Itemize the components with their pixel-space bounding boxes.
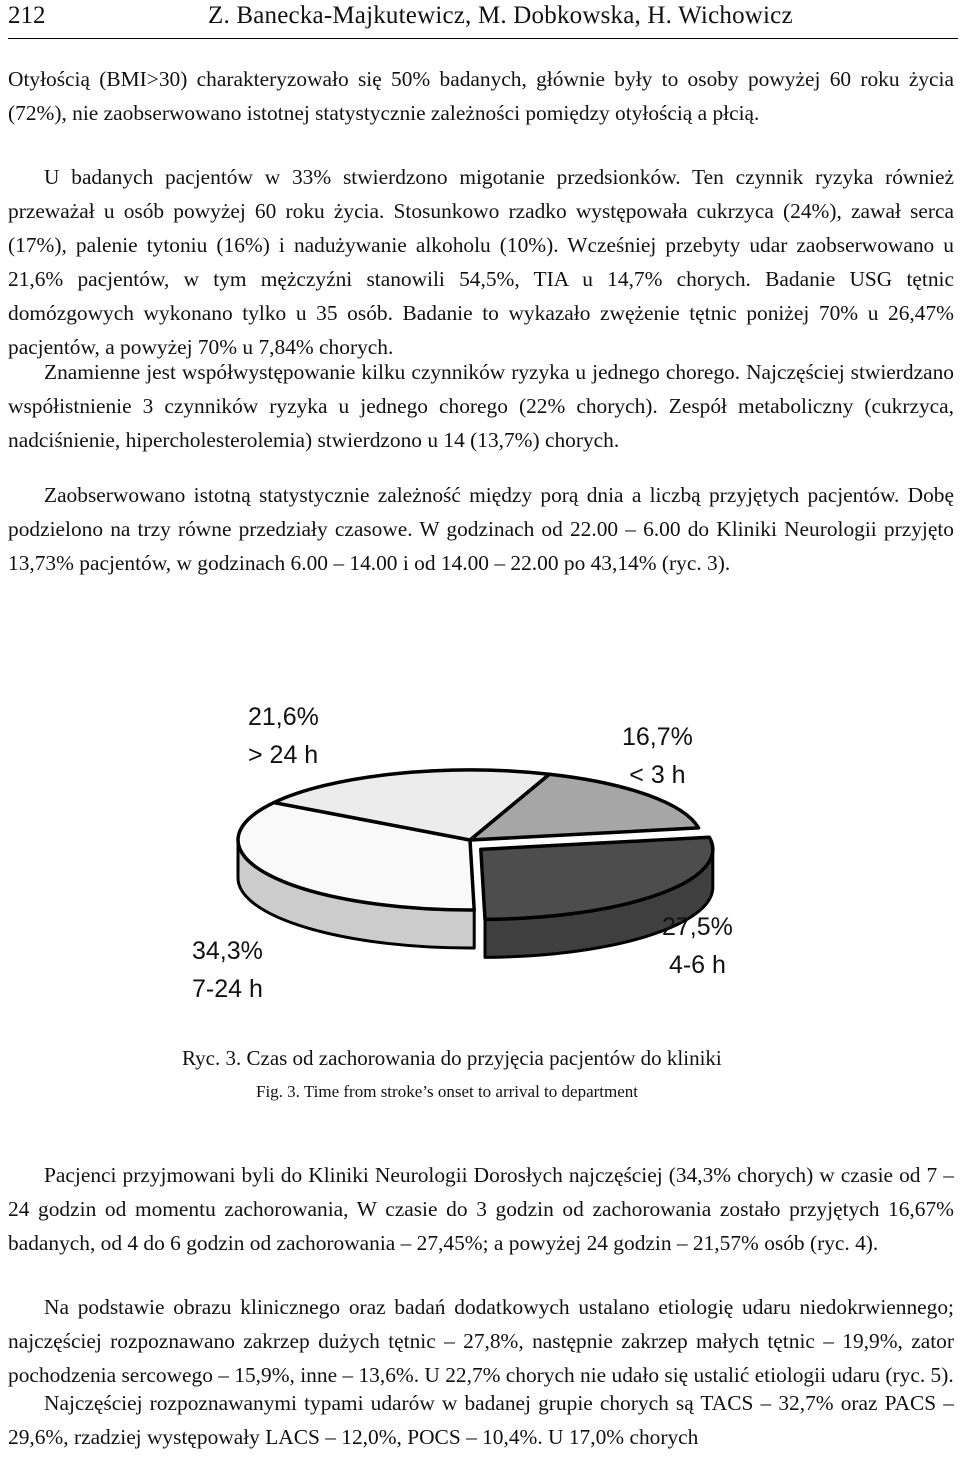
pie-label-value: 16,7% [622,723,693,751]
paragraph-stroke-types: Najczęściej rozpoznawanymi typami udarów w badanej grupie chorych są TACS – 32,7% oraz PACS – 29,6%, rzadziej występowały LACS – 12,0%, POCS – 10,4%. U 17,0% chorych [8,1391,954,1449]
pie-label-value: 34,3% [192,937,263,965]
pie-label-category: < 3 h [629,761,686,789]
figure-caption-polish: Ryc. 3. Czas od zachorowania do przyjęcia pacjentów do kliniki [182,1046,722,1070]
paragraph-etiology: Na podstawie obrazu klinicznego oraz badań dodatkowych ustalano etiologię udaru niedokrwiennego; najczęściej rozpoznawano zakrzep dużych tętnic – 27,8%, następnie zakrzep małych tętnic – 19,9%, zator pochodzenia sercowego – 15,9%, inne – 13,6%. U 22,7% chorych nie udało się ustalić etiologii udaru (ryc. 5). [8,1295,954,1387]
figure-pie-chart [170,690,790,1030]
pie-label-over-24h [248,698,319,774]
paragraph-admission-time: Pacjenci przyjmowani byli do Kliniki Neurologii Dorosłych najczęściej (34,3% chorych) w czasie od 7 – 24 godzin od momentu zachorowania, W czasie do 3 godzin od zachorowania zostało przyjętych 16,67% badanych, od 4 do 6 godzin od zachorowania – 27,45%; a powyżej 24 godzin – 21,57% osób (ryc. 4). [8,1163,954,1255]
pie-label-under-3h [622,718,693,794]
header-rule [8,38,958,39]
pie-label-category: 4-6 h [668,951,726,979]
pie-label-value: 27,5% [662,913,733,941]
pie-label-7-24h [192,932,263,1008]
pie-label-4-6h [662,908,733,984]
paragraph-risk-factors: Znamienne jest współwystępowanie kilku czynników ryzyka u jednego chorego. Najczęściej stwierdzano współistnienie 3 czynników ryzyka u jednego chorego (22% chorych). Zespół metaboliczny (cukrzyca, nadciśnienie, hipercholesterolemia) stwierdzono u 14 (13,7%) chorych. [8,360,954,452]
running-header [8,0,958,38]
pie-label-value: 21,6% [248,703,319,731]
pie-label-category: > 24 h [248,741,319,769]
paragraph-obesity: Otyłością (BMI>30) charakteryzowało się 50% badanych, głównie były to osoby powyżej 60 roku życia (72%), nie zaobserwowano istotnej statystycznie zależności pomiędzy otyłością a płcią. [8,67,954,125]
pie-label-category: 7-24 h [192,975,263,1003]
page-number: 212 [8,2,46,29]
paragraph-atrial-fibrillation: U badanych pacjentów w 33% stwierdzono migotanie przedsionków. Ten czynnik ryzyka również przeważał u osób powyżej 60 roku życia. Stosunkowo rzadko występowała cukrzyca (24%), zawał serca (17%), palenie tytoniu (16%) i nadużywanie alkoholu (10%). Wcześniej przebyty udar zaobserwowano u 21,6% pacjentów, w tym mężczyźni stanowili 54,5%, TIA u 14,7% chorych. Badanie USG tętnic domózgowych wykonano tylko u 35 osób. Badanie to wykazało zwężenie tętnic poniżej 70% u 26,47% pacjentów, a powyżej 70% u 7,84% chorych. [8,165,954,359]
paragraph-time-of-day: Zaobserwowano istotną statystycznie zależność między porą dnia a liczbą przyjętych pacjentów. Dobę podzielono na trzy równe przedziały czasowe. W godzinach od 22.00 – 6.00 do Kliniki Neurologii przyjęto 13,73% pacjentów, w godzinach 6.00 – 14.00 i od 14.00 – 22.00 po 43,14% (ryc. 3). [8,483,954,575]
running-head-authors: Z. Banecka-Majkutewicz, M. Dobkowska, H. Wichowicz [208,2,793,29]
figure-caption-english: Fig. 3. Time from stroke’s onset to arrival to department [256,1082,638,1101]
